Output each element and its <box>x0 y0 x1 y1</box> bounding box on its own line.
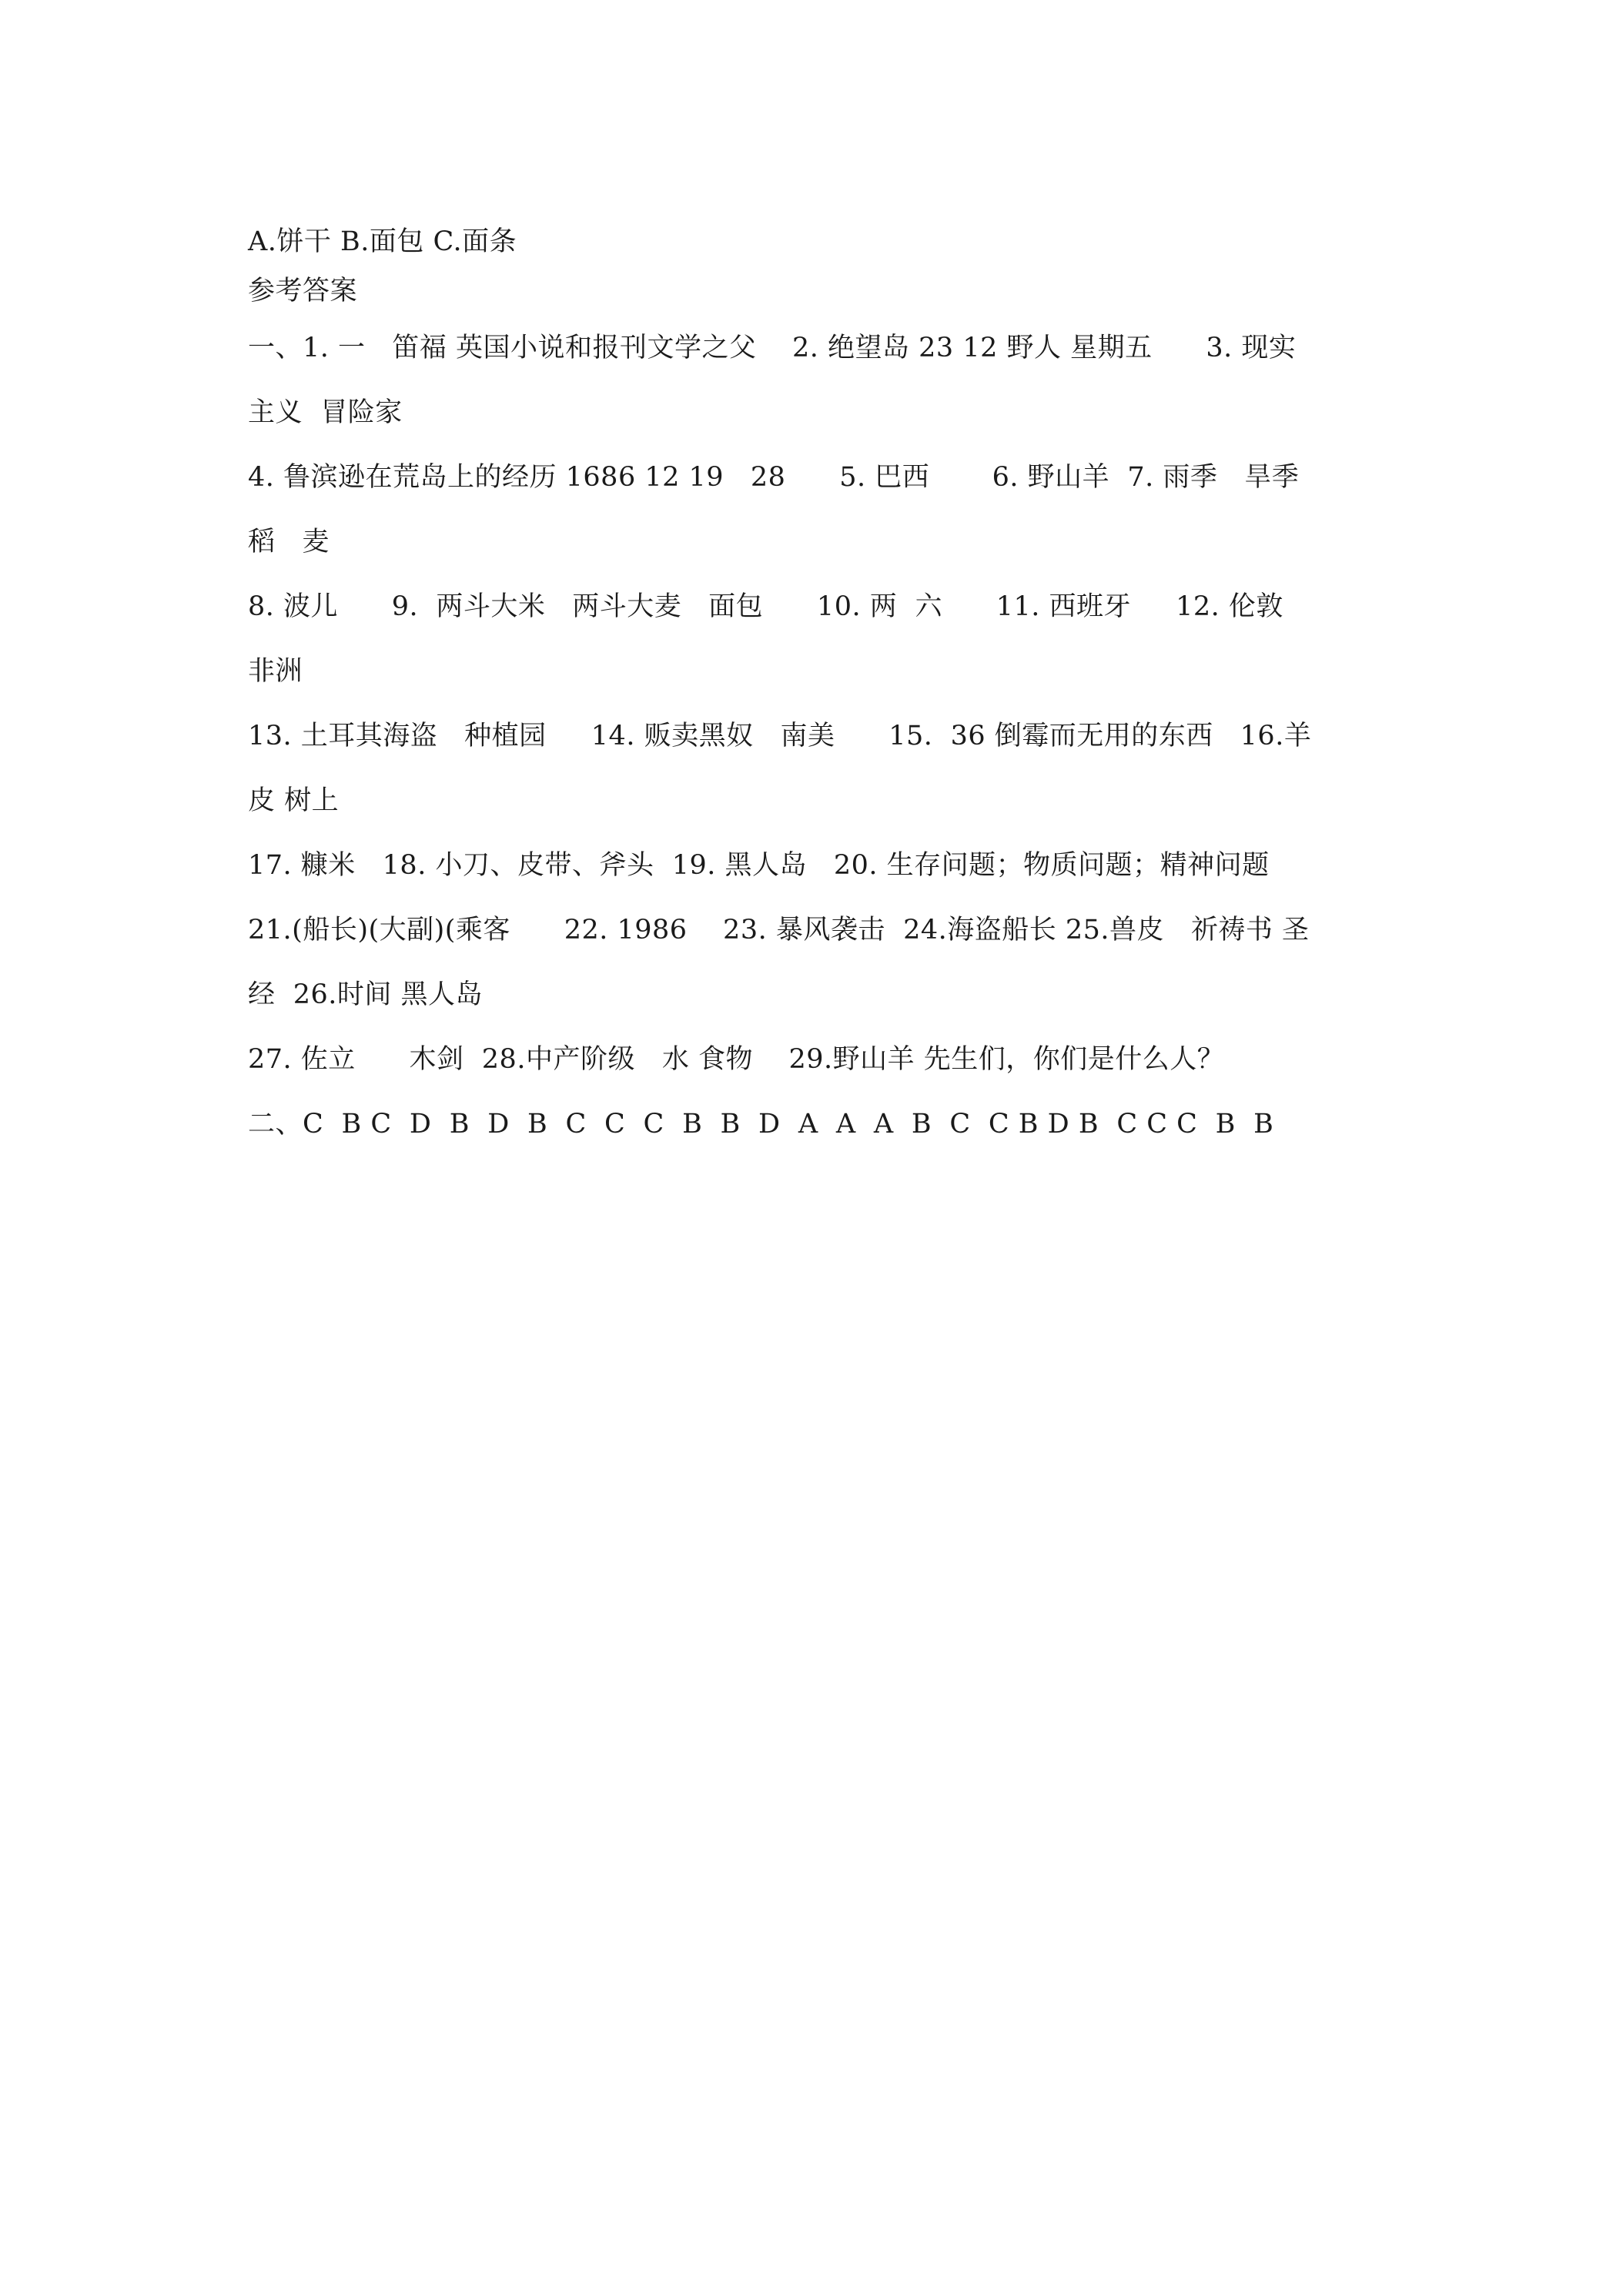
answer-line-21: 21.(船长)(大副)(乘客 22. 1986 23. 暴风袭击 24.海盗船长 25.兽皮 祈祷书 圣 <box>248 915 1310 946</box>
answer-line-17: 17. 糠米 18. 小刀、皮带、斧头 19. 黑人岛 20. 生存问题；物质问题；精神问题 <box>248 850 1270 881</box>
answer-line-1-cont: 主义 冒险家 <box>248 397 403 428</box>
answer-line-13-cont: 皮 树上 <box>248 785 340 816</box>
answer-line-1: 一、1. 一 笛福 英国小说和报刊文学之父 2. 绝望岛 23 12 野人 星期五 3. 现实 <box>248 333 1297 363</box>
answer-line-21-cont: 经 26.时间 黑人岛 <box>248 979 484 1010</box>
answer-line-8-cont: 非洲 <box>248 656 303 687</box>
answer-section-two: 二、C B C D B D B C C C B B D A A A B C C B D B C C C B B <box>248 1109 1274 1140</box>
answer-line-4-cont: 稻 麦 <box>248 527 330 557</box>
option-line: A.饼干 B.面包 C.面条 <box>248 226 517 257</box>
answer-heading: 参考答案 <box>248 276 358 306</box>
answer-line-13: 13. 土耳其海盗 种植园 14. 贩卖黑奴 南美 15. 36 倒霉而无用的东西 16.羊 <box>248 721 1312 751</box>
answer-line-8: 8. 波儿 9. 两斗大米 两斗大麦 面包 10. 两 六 11. 西班牙 12. 伦敦 <box>248 591 1283 622</box>
answer-line-4: 4. 鲁滨逊在荒岛上的经历 1686 12 19 28 5. 巴西 6. 野山羊 7. 雨季 旱季 <box>248 462 1300 493</box>
answer-line-27: 27. 佐立 木剑 28.中产阶级 水 食物 29.野山羊 先生们，你们是什么人？ <box>248 1044 1225 1075</box>
document-body <box>248 217 1387 1156</box>
